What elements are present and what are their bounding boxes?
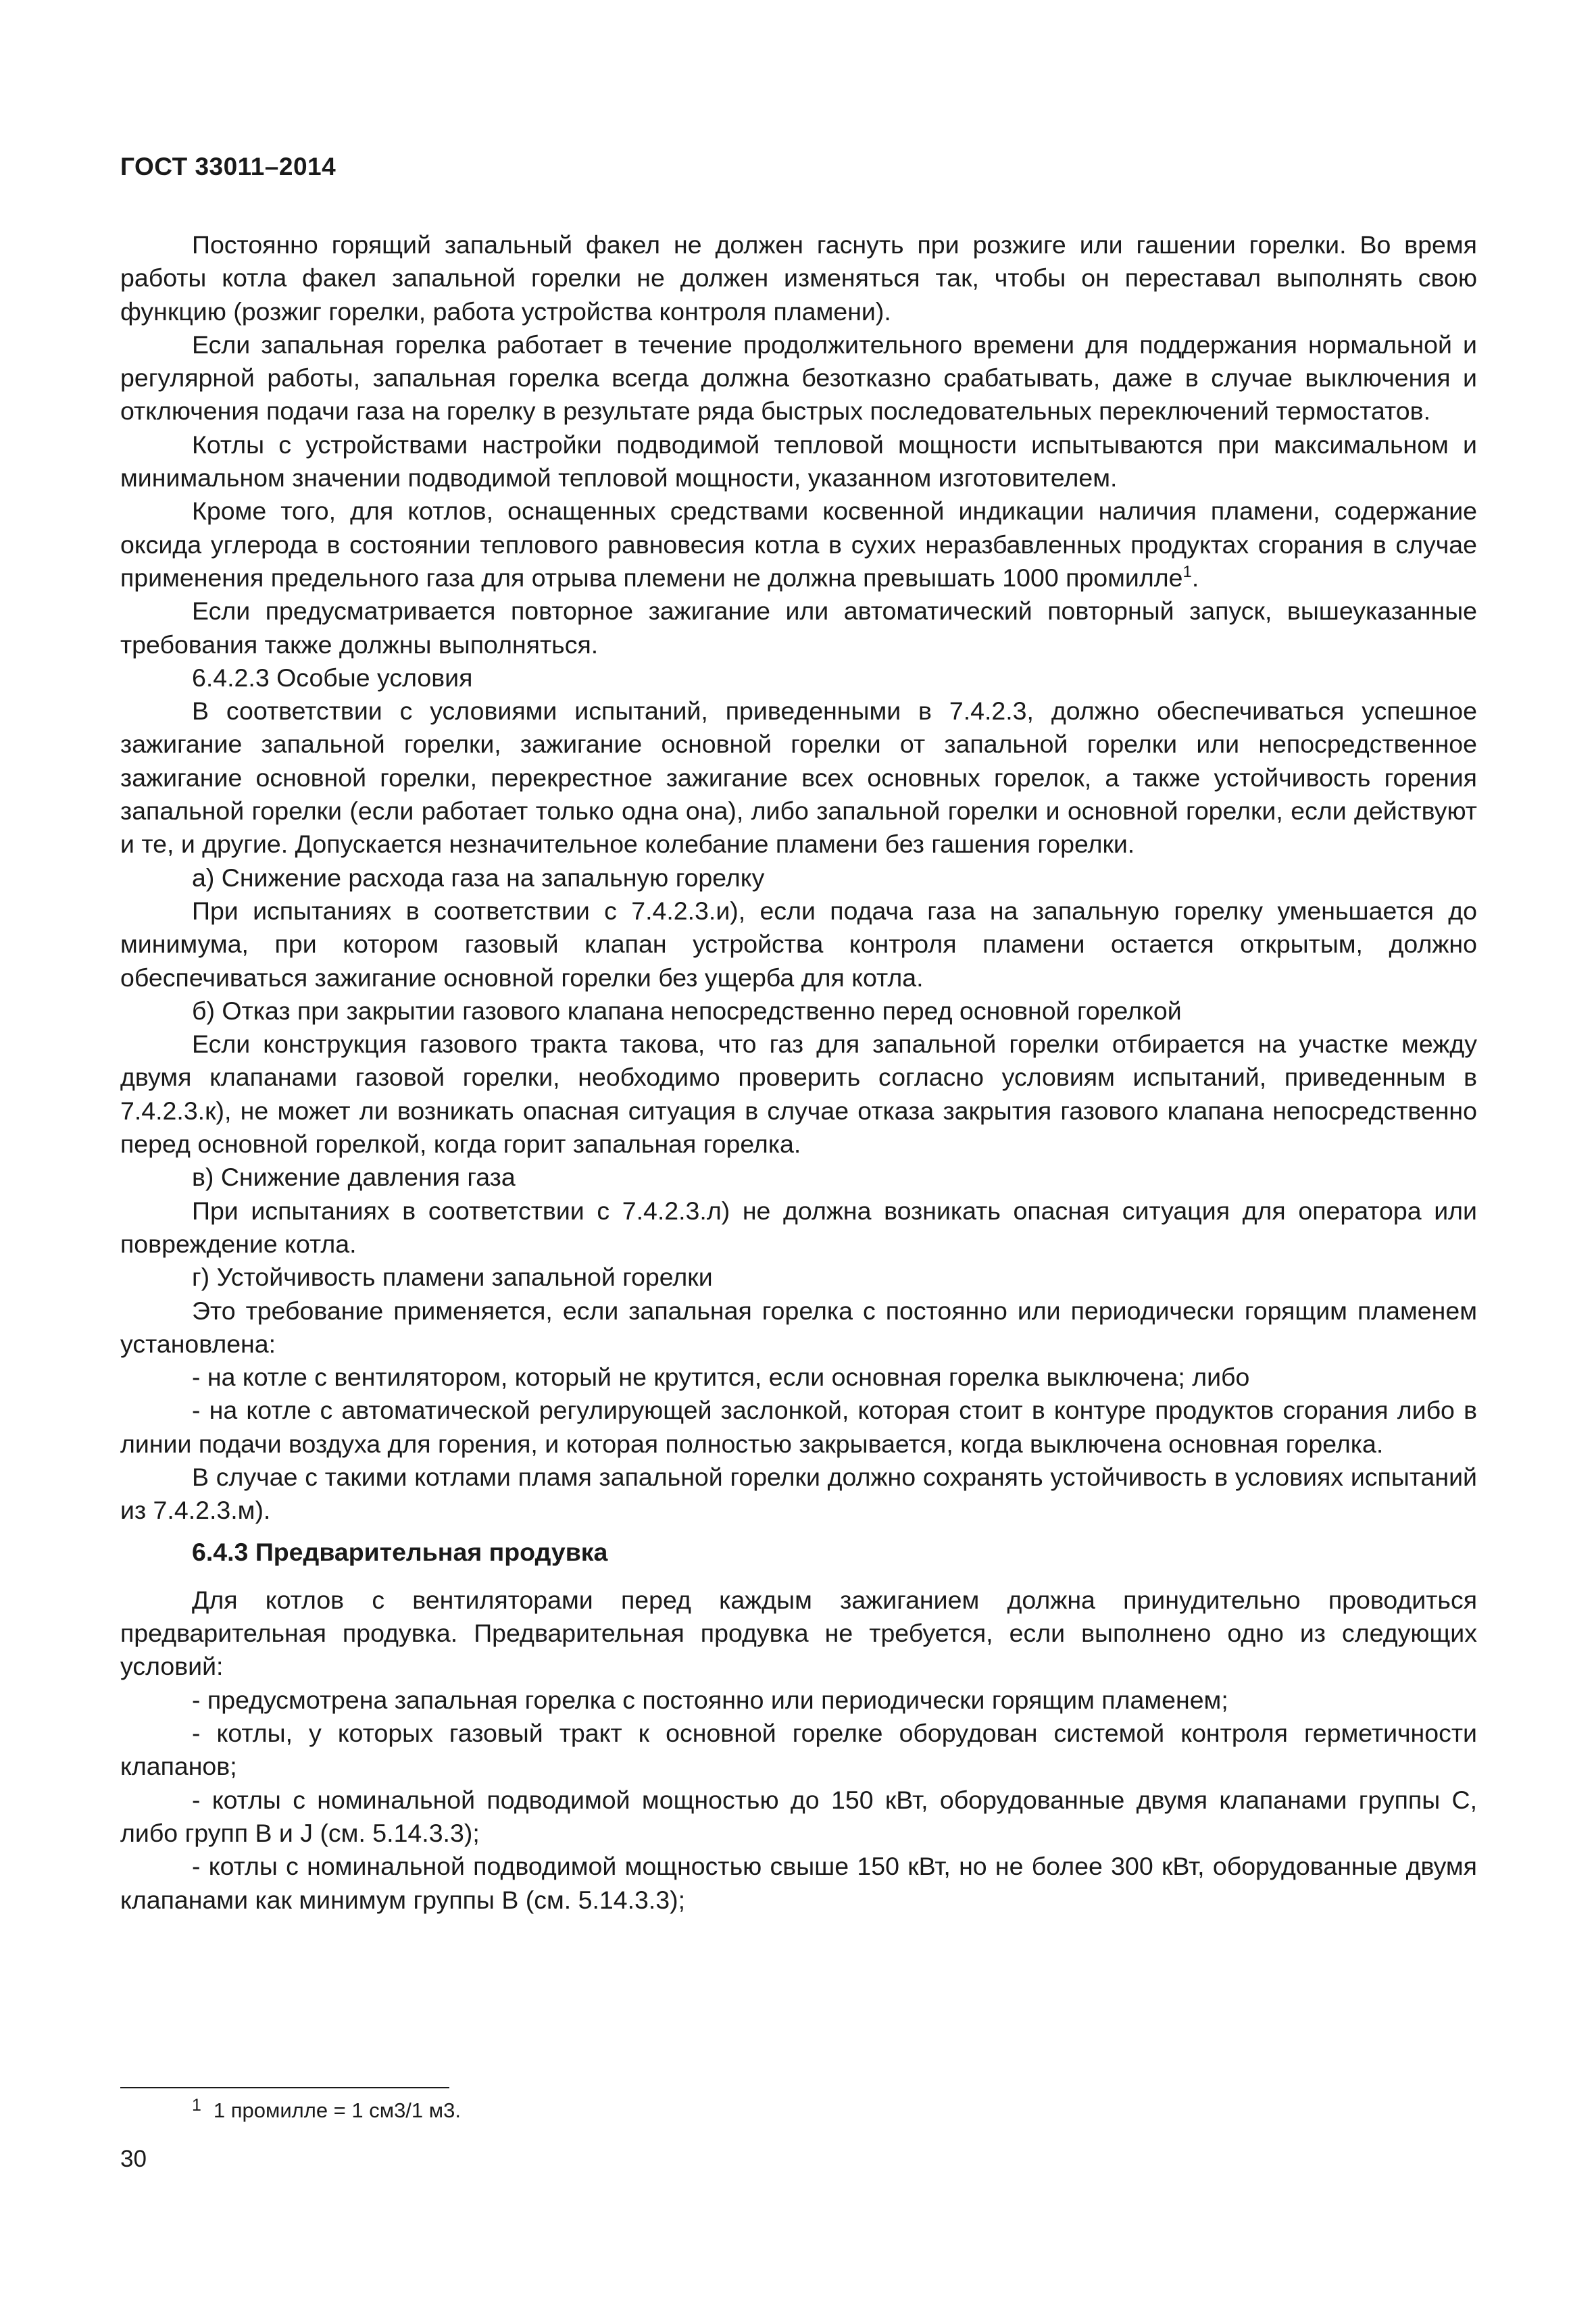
paragraph: В соответствии с условиями испытаний, приведенными в 7.4.2.3, должно обеспечиваться успешное зажигание запальной горелки, зажигание основной горелки от запальной горелки или непосредственное зажигание основной горелки, перекрестное зажигание всех основных горелок, а также устойчивость горения запальной горелки (если работает только одна она), либо запальной горелки и основной горелки, если действуют и те, и другие. Допускается незначительное колебание пламени без гашения горелки. xyxy=(120,697,1477,859)
document-header xyxy=(120,153,336,181)
paragraph: Это требование применяется, если запальная горелка с постоянно или периодически горящим пламенем установлена: xyxy=(120,1296,1477,1358)
paragraph: При испытаниях в соответствии с 7.4.2.3.и), если подача газа на запальную горелку уменьшается до минимума, при котором газовый клапан устройства контроля пламени остается открытым, должно обеспечиваться зажигание основной горелки без ущерба для котла. xyxy=(120,896,1477,992)
bullet-item: - котлы с номинальной подводимой мощностью до 150 кВт, оборудованные двумя клапанами группы С, либо групп В и J (см. 5.14.3.3); xyxy=(120,1785,1477,1847)
bullet-item: - предусмотрена запальная горелка с постоянно или периодически горящим пламенем; xyxy=(192,1685,1228,1714)
paragraph: При испытаниях в соответствии с 7.4.2.3.л) не должна возникать опасная ситуация для оператора или повреждение котла. xyxy=(120,1196,1477,1258)
paragraph: Кроме того, для котлов, оснащенных средствами косвенной индикации наличия пламени, содержание оксида углерода в состоянии теплового равновесия котла в сухих неразбавленных продуктах сгорания в случае применения предельного газа для отрыва племени не должна превышать 1000 промилле$^1$. xyxy=(120,497,1477,592)
section-heading: 6.4.3 Предварительная продувка xyxy=(192,1537,608,1566)
page-number: 30 xyxy=(120,2146,147,2172)
list-item-title: в) Снижение давления газа xyxy=(192,1163,516,1192)
footnote xyxy=(192,2091,461,2125)
page-content xyxy=(120,228,1477,1917)
list-item-title: г) Устойчивость пламени запальной горелки xyxy=(192,1263,713,1292)
paragraph: Постоянно горящий запальный факел не должен гаснуть при розжиге или гашении горелки. Во время работы котла факел запальной горелки не должен изменяться так, чтобы он переставал выполнять свою функцию (розжиг горелки, работа устройства контроля пламени). xyxy=(120,230,1477,326)
paragraph: В случае с такими котлами пламя запальной горелки должно сохранять устойчивость в условиях испытаний из 7.4.2.3.м). xyxy=(120,1462,1477,1525)
subsection-title: 6.4.2.3 Особые условия xyxy=(192,663,473,692)
bullet-item: - котлы с номинальной подводимой мощностью свыше 150 кВт, но не более 300 кВт, оборудованные двумя клапанами как минимум группы В (см. 5.14.3.3); xyxy=(120,1852,1477,1914)
bullet-item: - котлы, у которых газовый тракт к основной горелке оборудован системой контроля герметичности клапанов; xyxy=(120,1719,1477,1781)
paragraph: Если конструкция газового тракта такова, что газ для запальной горелки отбирается на участке между двумя клапанами газовой горелки, необходимо проверить согласно условиям испытаний, приведенным в 7.4.2.3.к), не может ли возникать опасная ситуация в случае отказа закрытия газового клапана непосредственно перед основной горелкой, когда горит запальная горелка. xyxy=(120,1030,1477,1159)
footnote-text: 1 промилле = 1 см3/1 м3. xyxy=(213,2098,461,2122)
footnote-mark: 1 xyxy=(192,2096,201,2115)
paragraph: Если предусматривается повторное зажигание или автоматический повторный запуск, вышеуказанные требования также должны выполняться. xyxy=(120,597,1477,659)
paragraph: Для котлов с вентиляторами перед каждым зажиганием должна принудительно проводиться предварительная продувка. Предварительная продувка не требуется, если выполнено одно из следующих условий: xyxy=(120,1585,1477,1681)
list-item-title: а) Снижение расхода газа на запальную горелку xyxy=(192,863,765,892)
bullet-item: - на котле с вентилятором, который не крутится, если основная горелка выключена; либо xyxy=(192,1363,1250,1392)
footnote-separator xyxy=(120,2087,449,2088)
paragraph: Если запальная горелка работает в течение продолжительного времени для поддержания нормальной и регулярной работы, запальная горелка всегда должна безотказно срабатывать, даже в случае выключения и отключения подачи газа на горелку в результате ряда быстрых последовательных переключений термостатов. xyxy=(120,330,1477,426)
document-id: ГОСТ 33011–2014 xyxy=(120,153,336,180)
paragraph: Котлы с устройствами настройки подводимой тепловой мощности испытываются при максимальном и минимальном значении подводимой тепловой мощности, указанном изготовителем. xyxy=(120,430,1477,493)
bullet-item: - на котле с автоматической регулирующей заслонкой, которая стоит в контуре продуктов сгорания либо в линии подачи воздуха для горения, и которая полностью закрывается, когда выключена основная горелка. xyxy=(120,1396,1477,1458)
footnote-reference: 1 xyxy=(1182,562,1192,581)
list-item-title: б) Отказ при закрытии газового клапана непосредственно перед основной горелкой xyxy=(192,996,1182,1025)
